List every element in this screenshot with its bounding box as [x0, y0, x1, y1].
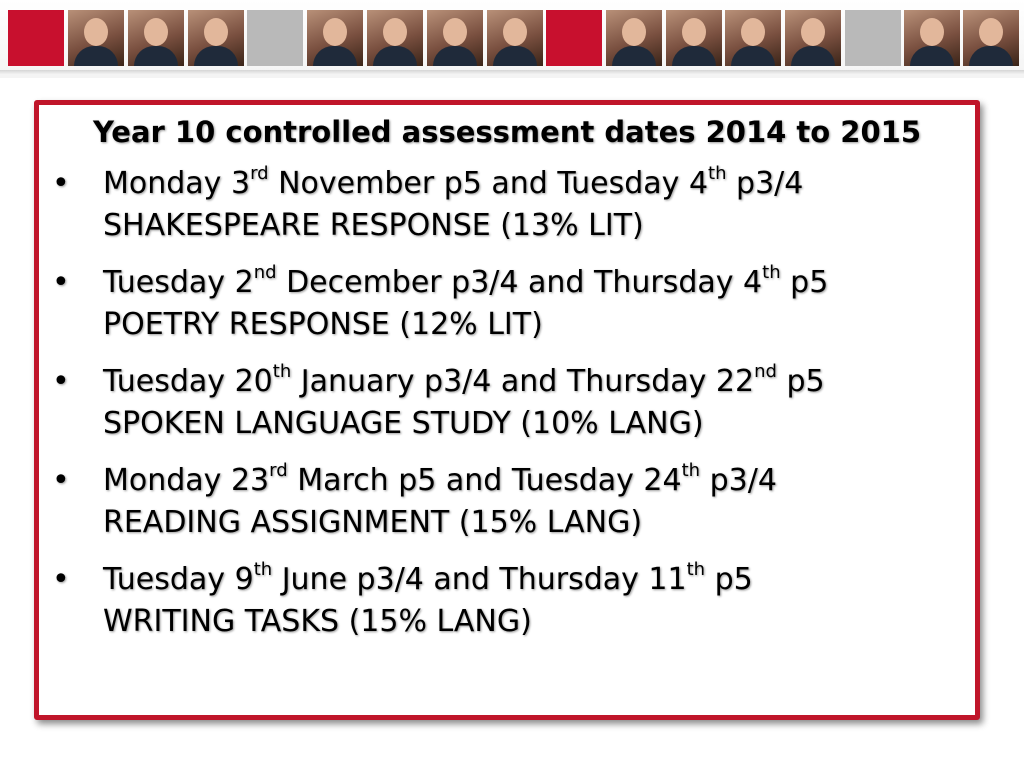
item-dates	[103, 163, 975, 205]
photo-head	[741, 18, 765, 46]
ordinal-suffix: th	[272, 361, 292, 382]
bullet-marker: •	[52, 562, 70, 597]
photo-head	[801, 18, 825, 46]
bullet-marker: •	[52, 463, 70, 498]
ordinal-suffix: th	[681, 460, 701, 481]
photo-head	[323, 18, 347, 46]
ordinal-suffix: nd	[253, 262, 277, 283]
date-text: p5	[705, 562, 753, 597]
photo-head	[204, 18, 228, 46]
list-item	[39, 262, 975, 346]
photo-shoulders	[74, 46, 118, 66]
date-text: p5	[776, 364, 825, 399]
photo-head	[443, 18, 467, 46]
photo-head	[383, 18, 407, 46]
item-task: SHAKESPEARE RESPONSE (13% LIT)	[103, 208, 644, 243]
student-photo	[606, 10, 662, 66]
list-item	[39, 559, 975, 643]
ordinal-suffix: th	[762, 262, 781, 283]
date-text: November p5 and Tuesday 4	[268, 166, 709, 201]
date-text: December p3/4 and Thursday 4	[276, 265, 763, 300]
photo-shoulders	[791, 46, 835, 66]
ordinal-suffix: nd	[754, 361, 777, 382]
student-photo	[307, 10, 363, 66]
item-task: POETRY RESPONSE (12% LIT)	[103, 307, 543, 342]
date-text: Monday 3	[103, 166, 251, 201]
item-task: SPOKEN LANGUAGE STUDY (10% LANG)	[103, 406, 704, 441]
ordinal-suffix: th	[253, 559, 273, 580]
photo-shoulders	[134, 46, 178, 66]
ordinal-suffix: rd	[250, 163, 269, 184]
date-text: January p3/4 and Thursday 22	[291, 364, 755, 399]
photo-head	[84, 18, 108, 46]
date-text: Tuesday 20	[103, 364, 273, 399]
bullet-marker: •	[52, 166, 70, 201]
photo-shoulders	[969, 46, 1013, 66]
photo-shoulders	[194, 46, 238, 66]
item-task: READING ASSIGNMENT (15% LANG)	[103, 505, 643, 540]
photo-head	[682, 18, 706, 46]
date-text: p3/4	[726, 166, 804, 201]
ordinal-suffix: th	[708, 163, 727, 184]
photo-shoulders	[731, 46, 775, 66]
student-photo	[68, 10, 124, 66]
content-frame	[34, 100, 980, 720]
assessment-list	[39, 163, 975, 658]
photo-head	[920, 18, 944, 46]
photo-shoulders	[612, 46, 656, 66]
student-photo	[367, 10, 423, 66]
slide-title: Year 10 controlled assessment dates 2014 to 2015	[92, 115, 922, 149]
red-tile	[8, 10, 64, 66]
date-text: p5	[780, 265, 829, 300]
date-text: Monday 23	[103, 463, 270, 498]
photo-head	[503, 18, 527, 46]
ordinal-suffix: rd	[269, 460, 288, 481]
date-text: June p3/4 and Thursday 11	[272, 562, 687, 597]
photo-shoulders	[672, 46, 716, 66]
date-text: Tuesday 9	[103, 562, 254, 597]
item-dates	[103, 262, 975, 304]
list-item	[39, 163, 975, 247]
item-dates	[103, 559, 975, 601]
bullet-marker: •	[52, 364, 70, 399]
photo-banner	[0, 0, 1024, 78]
photo-shoulders	[313, 46, 357, 66]
student-photo	[427, 10, 483, 66]
item-task: WRITING TASKS (15% LANG)	[103, 604, 532, 639]
grey-tile	[247, 10, 303, 66]
student-photo	[666, 10, 722, 66]
photo-head	[144, 18, 168, 46]
photo-shoulders	[910, 46, 954, 66]
student-photo	[904, 10, 960, 66]
photo-shoulders	[493, 46, 537, 66]
student-photo	[785, 10, 841, 66]
student-photo	[725, 10, 781, 66]
photo-head	[622, 18, 646, 46]
student-photo	[128, 10, 184, 66]
red-tile	[546, 10, 602, 66]
list-item	[39, 361, 975, 445]
item-dates	[103, 361, 975, 403]
list-item	[39, 460, 975, 544]
bullet-marker: •	[52, 265, 70, 300]
grey-tile	[845, 10, 901, 66]
item-dates	[103, 460, 975, 502]
photo-shoulders	[433, 46, 477, 66]
date-text: March p5 and Tuesday 24	[287, 463, 682, 498]
date-text: p3/4	[700, 463, 777, 498]
ordinal-suffix: th	[686, 559, 706, 580]
student-photo	[963, 10, 1019, 66]
photo-head	[979, 18, 1003, 46]
student-photo	[487, 10, 543, 66]
banner-divider	[0, 70, 1024, 74]
photo-shoulders	[373, 46, 417, 66]
date-text: Tuesday 2	[103, 265, 254, 300]
student-photo	[188, 10, 244, 66]
